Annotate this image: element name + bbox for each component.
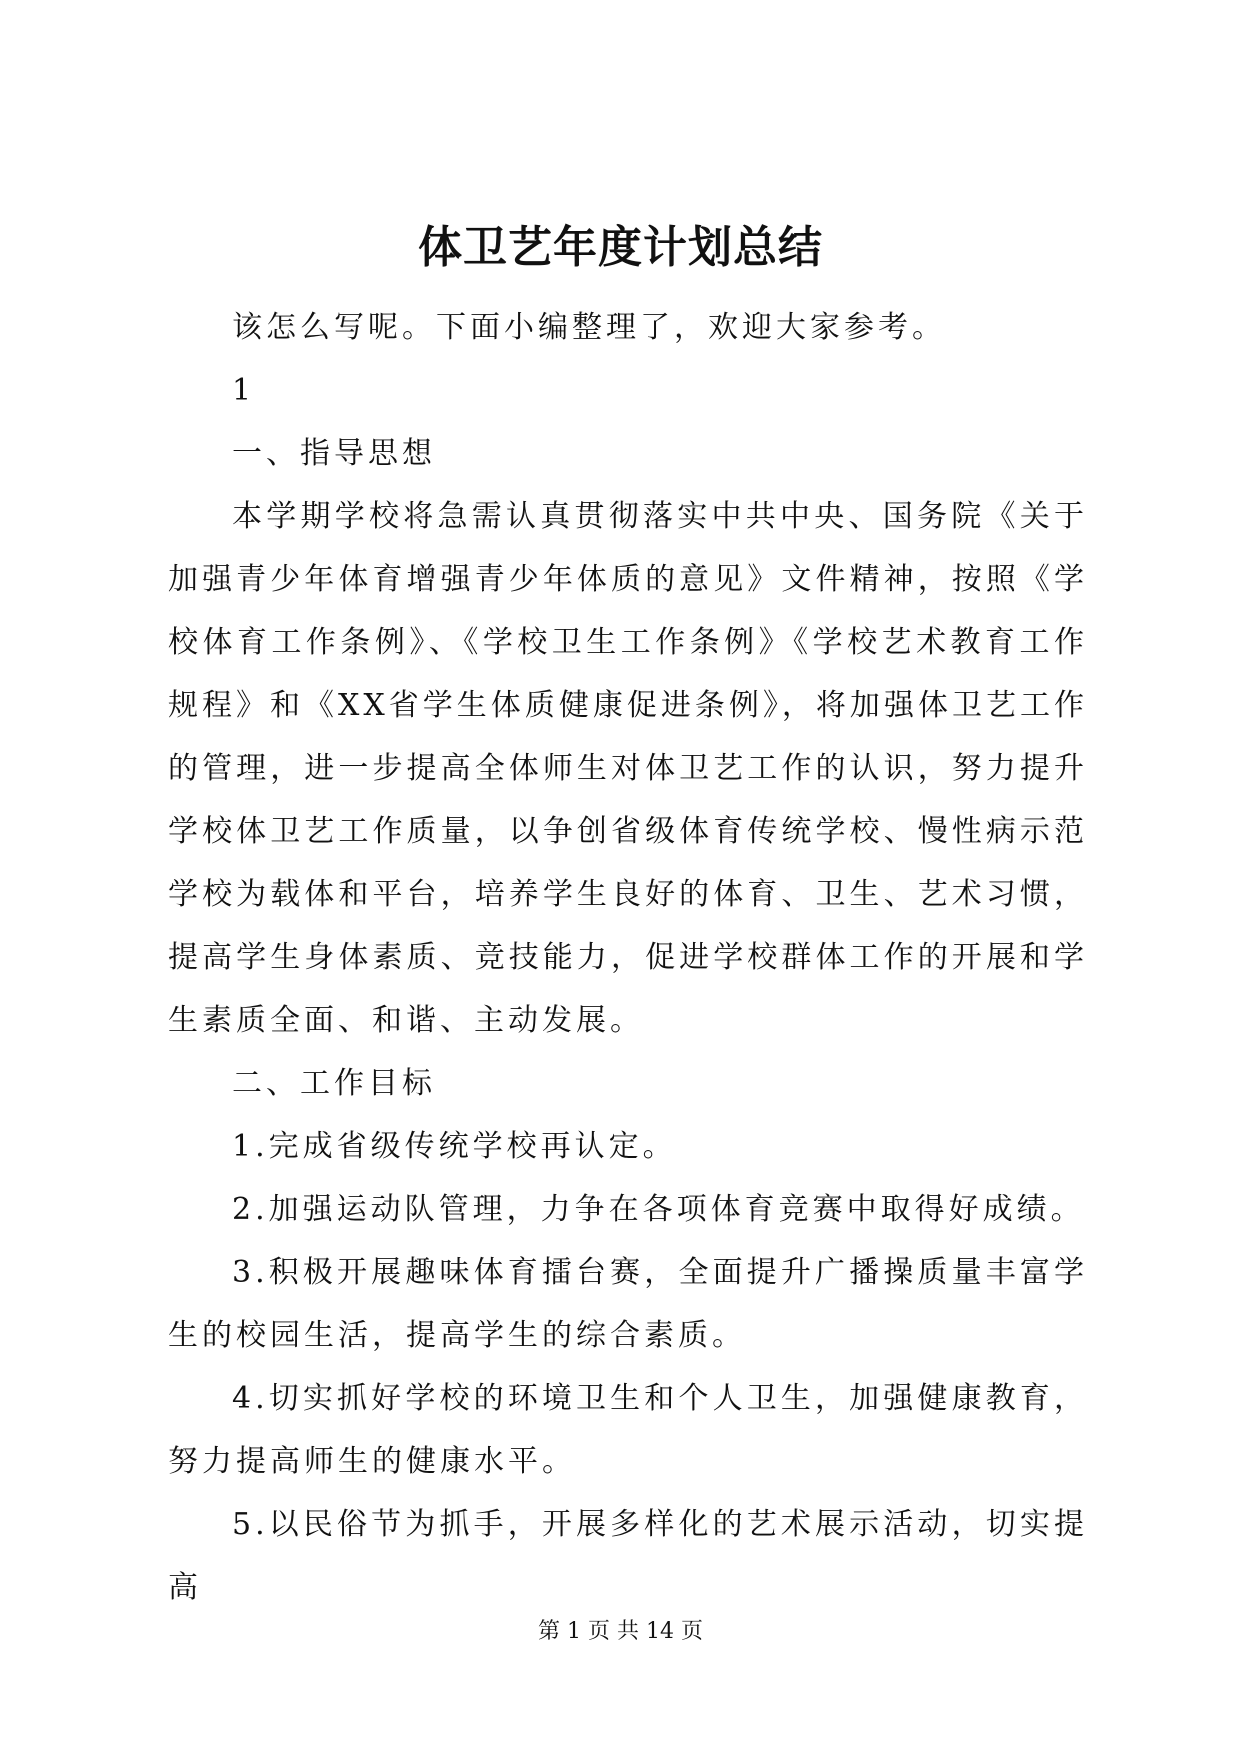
page-footer: 第 1 页 共 14 页 <box>538 1619 703 1644</box>
section-heading-guiding-thought: 一、指导思想 <box>232 436 436 471</box>
goal-item-3: 3.积极开展趣味体育擂台赛，全面提升广播操质量丰富学生的校园生活，提高学生的综合素质。 <box>168 1255 1088 1353</box>
intro-paragraph: 该怎么写呢。下面小编整理了，欢迎大家参考。 <box>232 310 946 345</box>
document-body <box>168 296 1088 1619</box>
goal-item-1: 1.完成省级传统学校再认定。 <box>232 1129 677 1164</box>
document-title: 体卫艺年度计划总结 <box>418 222 823 273</box>
goal-item-5: 5.以民俗节为抓手，开展多样化的艺术展示活动，切实提高 <box>168 1507 1088 1605</box>
guiding-thought-paragraph: 本学期学校将急需认真贯彻落实中共中央、国务院《关于加强青少年体育增强青少年体质的意见》文件精神，按照《学校体育工作条例》、《学校卫生工作条例》《学校艺术教育工作规程》和《XX省学生体质健康促进条例》，将加强体卫艺工作的管理，进一步提高全体师生对体卫艺工作的认识，努力提升学校体卫艺工作质量，以争创省级体育传统学校、慢性病示范学校为载体和平台，培养学生良好的体育、卫生、艺术习惯，提高学生身体素质、竞技能力，促进学校群体工作的开展和学生素质全面、和谐、主动发展。 <box>168 499 1088 1038</box>
section-number: 1 <box>232 373 256 408</box>
goal-item-2: 2.加强运动队管理，力争在各项体育竞赛中取得好成绩。 <box>232 1192 1085 1227</box>
goal-item-4: 4.切实抓好学校的环境卫生和个人卫生，加强健康教育，努力提高师生的健康水平。 <box>168 1381 1088 1479</box>
section-heading-work-goals: 二、工作目标 <box>232 1066 436 1101</box>
